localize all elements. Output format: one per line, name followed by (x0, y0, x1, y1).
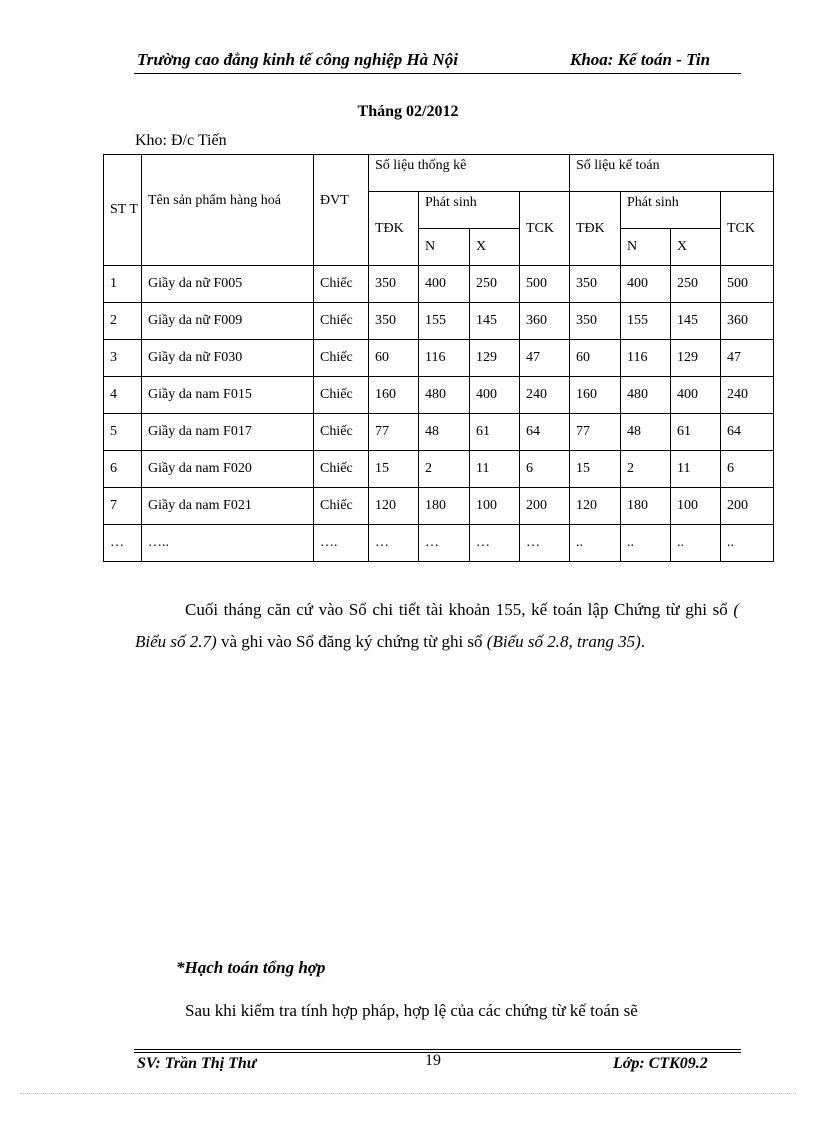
table-cell: Chiếc (314, 266, 369, 303)
table-cell: 47 (520, 340, 570, 377)
paragraph-1-text-c: . (640, 632, 645, 651)
table-cell: Chiếc (314, 451, 369, 488)
table-cell: 60 (369, 340, 419, 377)
table-row (104, 488, 774, 525)
table-cell: 1 (104, 266, 142, 303)
table-cell: 400 (671, 377, 721, 414)
table-cell: 200 (520, 488, 570, 525)
table-cell: Giầy da nữ F005 (142, 266, 314, 303)
table-cell: .. (721, 525, 774, 562)
table-cell: 240 (520, 377, 570, 414)
table-cell: 200 (721, 488, 774, 525)
header-stat-closing: TCK (520, 192, 570, 266)
table-cell: 15 (369, 451, 419, 488)
table-cell: 480 (419, 377, 470, 414)
table-cell: Giầy da nam F015 (142, 377, 314, 414)
table-cell: 145 (671, 303, 721, 340)
table-cell: 7 (104, 488, 142, 525)
table-row (104, 303, 774, 340)
footer-rule-thin (134, 1049, 741, 1050)
header-stat-out: X (470, 229, 520, 266)
table-cell: 180 (621, 488, 671, 525)
table-cell: 64 (520, 414, 570, 451)
table-cell: 500 (520, 266, 570, 303)
page-bottom-divider (20, 1093, 796, 1094)
table-cell: 61 (470, 414, 520, 451)
page-number: 19 (425, 1052, 441, 1069)
table-cell: 11 (470, 451, 520, 488)
table-cell: 250 (671, 266, 721, 303)
table-cell: 180 (419, 488, 470, 525)
table-cell: 160 (570, 377, 621, 414)
table-row (104, 451, 774, 488)
header-school: Trường cao đẳng kinh tế công nghiệp Hà Nội (137, 50, 458, 69)
table-cell: 47 (721, 340, 774, 377)
table-cell: 120 (570, 488, 621, 525)
table-cell: … (520, 525, 570, 562)
table-cell: 350 (570, 266, 621, 303)
table-cell: 155 (419, 303, 470, 340)
table-cell: 400 (419, 266, 470, 303)
reference-bieu-2-8: (Biểu số 2.8, trang 35) (486, 632, 641, 651)
table-cell: 60 (570, 340, 621, 377)
table-cell: 400 (621, 266, 671, 303)
table-cell: 100 (671, 488, 721, 525)
header-acct-closing: TCK (721, 192, 774, 266)
header-acct-in: N (621, 229, 671, 266)
table-cell: 4 (104, 377, 142, 414)
table-cell: 6 (104, 451, 142, 488)
table-cell: 155 (621, 303, 671, 340)
table-cell: … (369, 525, 419, 562)
table-cell: 480 (621, 377, 671, 414)
table-cell: 400 (470, 377, 520, 414)
header-stat-arising: Phát sinh (419, 192, 520, 229)
table-cell: 15 (570, 451, 621, 488)
table-cell: Chiếc (314, 488, 369, 525)
header-faculty: Khoa: Kế toán - Tin (570, 50, 711, 69)
table-cell: 240 (721, 377, 774, 414)
table-cell: 6 (520, 451, 570, 488)
table-cell: 250 (470, 266, 520, 303)
table-cell: 48 (621, 414, 671, 451)
header-product-name: Tên sản phẩm hàng hoá (142, 155, 314, 266)
table-cell: Chiếc (314, 414, 369, 451)
page-title: Tháng 02/2012 (357, 103, 459, 120)
table-row (104, 266, 774, 303)
table-cell: 129 (470, 340, 520, 377)
table-row (104, 525, 774, 562)
table-cell: 2 (419, 451, 470, 488)
table-cell: … (470, 525, 520, 562)
table-cell: .. (671, 525, 721, 562)
table-cell: 500 (721, 266, 774, 303)
subheading: *Hạch toán tổng hợp (176, 958, 326, 977)
table-cell: 350 (369, 266, 419, 303)
header-stt: ST T (104, 155, 142, 266)
reference-bieu-2-7: ( Biểu số 2.7) (135, 600, 739, 651)
table-cell: 350 (570, 303, 621, 340)
header-unit: ĐVT (314, 155, 369, 266)
table-cell: Giầy da nam F017 (142, 414, 314, 451)
header-stat-in: N (419, 229, 470, 266)
table-row (104, 340, 774, 377)
table-cell: 5 (104, 414, 142, 451)
table-cell: 116 (621, 340, 671, 377)
header-accounting-group: Số liệu kế toán (570, 155, 774, 192)
table-cell: 3 (104, 340, 142, 377)
paragraph-1-text-a: Cuối tháng căn cứ vào Sổ chi tiết tài khoản 155, kế toán lập Chứng từ ghi sổ (185, 600, 734, 619)
inventory-table (103, 154, 774, 562)
table-cell: 2 (104, 303, 142, 340)
table-cell: Giầy da nam F020 (142, 451, 314, 488)
header-acct-arising: Phát sinh (621, 192, 721, 229)
table-cell: .. (570, 525, 621, 562)
table-cell: 160 (369, 377, 419, 414)
table-cell: 11 (671, 451, 721, 488)
table-cell: 145 (470, 303, 520, 340)
header-acct-opening: TĐK (570, 192, 621, 266)
table-cell: 61 (671, 414, 721, 451)
header-acct-out: X (671, 229, 721, 266)
table-cell: 350 (369, 303, 419, 340)
header-stat-opening: TĐK (369, 192, 419, 266)
table-cell: 64 (721, 414, 774, 451)
header-rule (134, 73, 741, 74)
table-cell: 116 (419, 340, 470, 377)
warehouse-label: Kho: Đ/c Tiến (135, 132, 227, 149)
table-cell: Chiếc (314, 340, 369, 377)
table-cell: 2 (621, 451, 671, 488)
table-cell: Giầy da nam F021 (142, 488, 314, 525)
paragraph-2: Sau khi kiểm tra tính hợp pháp, hợp lệ của các chứng từ kế toán sẽ (185, 1001, 638, 1020)
table-row (104, 377, 774, 414)
table-cell: Chiếc (314, 377, 369, 414)
table-cell: 360 (520, 303, 570, 340)
table-cell: …. (314, 525, 369, 562)
table-cell: .. (621, 525, 671, 562)
table-body (104, 266, 774, 562)
table-cell: Giầy da nữ F030 (142, 340, 314, 377)
table-row (104, 414, 774, 451)
table-cell: Chiếc (314, 303, 369, 340)
table-cell: … (419, 525, 470, 562)
footer-class: Lớp: CTK09.2 (613, 1055, 708, 1072)
table-cell: 6 (721, 451, 774, 488)
table-cell: ….. (142, 525, 314, 562)
header-statistics-group: Số liệu thống kê (369, 155, 570, 192)
table-cell: 120 (369, 488, 419, 525)
table-cell: 100 (470, 488, 520, 525)
paragraph-1-text-b: và ghi vào Sổ đăng ký chứng từ ghi sổ (216, 632, 487, 651)
table-cell: 48 (419, 414, 470, 451)
footer-student: SV: Trần Thị Thư (137, 1055, 257, 1072)
table-cell: 77 (369, 414, 419, 451)
table-cell: 77 (570, 414, 621, 451)
table-cell: 129 (671, 340, 721, 377)
table-cell: … (104, 525, 142, 562)
paragraph-1 (135, 594, 739, 658)
table-cell: 360 (721, 303, 774, 340)
table-cell: Giầy da nữ F009 (142, 303, 314, 340)
